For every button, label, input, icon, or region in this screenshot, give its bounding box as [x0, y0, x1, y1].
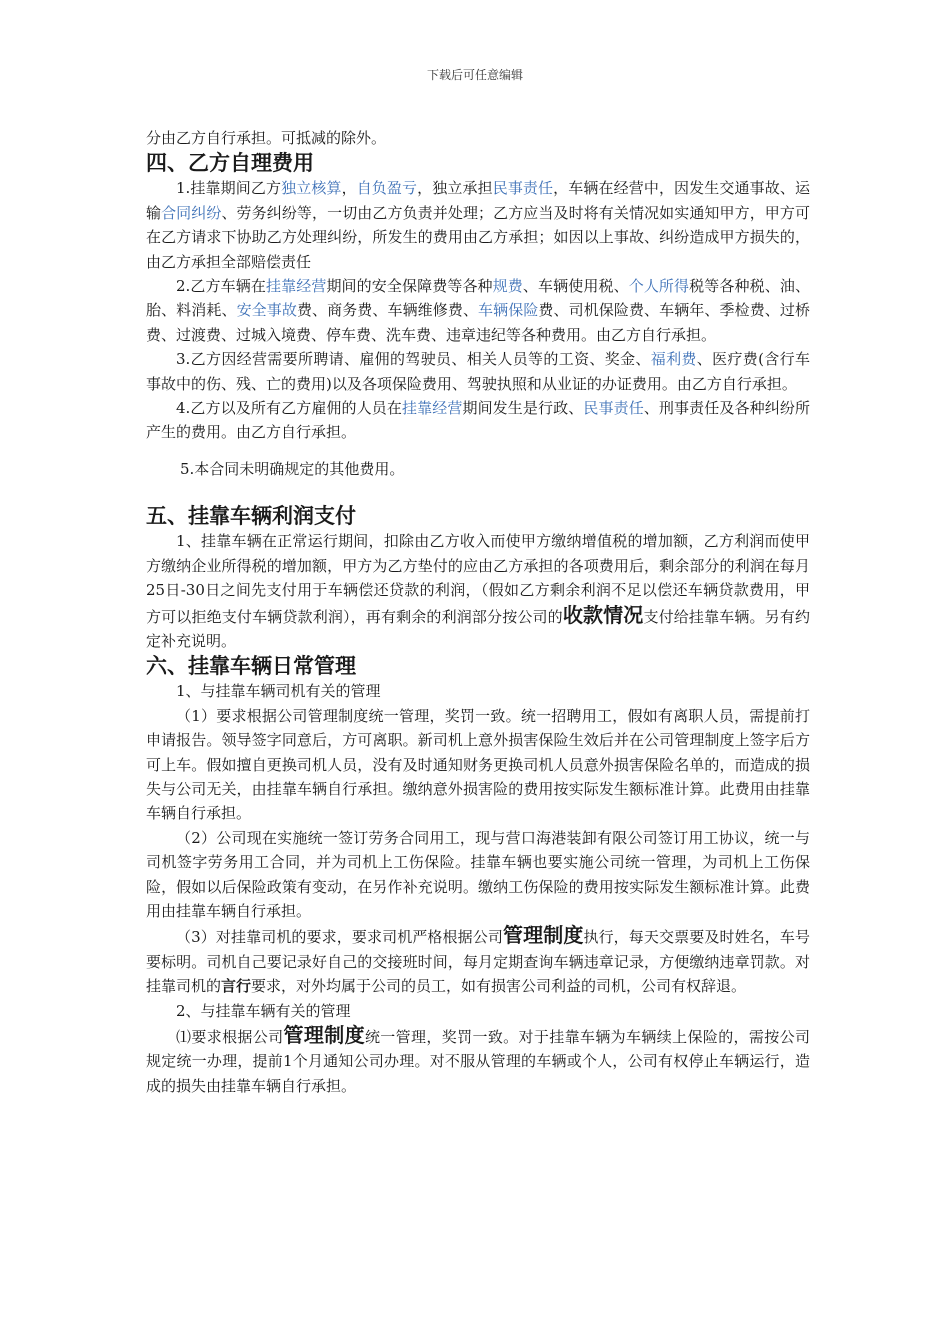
section-6-item-2-1: ⑴要求根据公司管理制度统一管理，奖罚一致。对于挂靠车辆为车辆续上保险的，需按公司规定统一办理，提前1个月通知公司办理。对不服从管理的车辆或个人，公司有权停止车辆运行，造成的损失由挂靠车辆自行承担。: [146, 1023, 810, 1095]
page-header: 下载后可任意编辑: [426, 68, 523, 82]
section-6-item-1-1: （1）要求根据公司管理制度统一管理，奖罚一致。统一招聘用工，假如有离职人员，需提前打申请报告。领导签字同意后，方可离职。新司机上意外损害保险生效后并在公司管理制度上签字后方可上车。假如擅自更换司机人员，没有及时通知财务更换司机人员意外损害保险名单的，而造成的损失与公司无关，由挂靠车辆自行承担。缴纳意外损害险的费用按实际发生额标准计算。此费用由挂靠车辆自行承担。: [146, 706, 810, 823]
link-personal-income[interactable]: 个人所得: [628, 277, 690, 296]
section-6-sub-2: 2、与挂靠车辆有关的管理: [176, 1001, 351, 1020]
link-affiliated-operation-2[interactable]: 挂靠经营: [402, 399, 463, 418]
section-4-item-3: 3.乙方因经营需要所聘请、雇佣的驾驶员、相关人员等的工资、奖金、福利费、医疗费(含行车事故中的伤、残、亡的费用)以及各项保险费用、驾驶执照和从业证的办证费用。由乙方自行承担。: [146, 350, 810, 393]
section-4-item-5: 5.本合同未明确规定的其他费用。: [180, 459, 405, 478]
section-4-item-2: 2.乙方车辆在挂靠经营期间的安全保障费等各种规费、车辆使用税、个人所得税等各种税、油、胎、料消耗、安全事故费、商务费、车辆维修费、车辆保险费、司机保险费、车辆年、季检费、过桥费、过渡费、过城入境费、停车费、洗车费、违章违纪等各种费用。由乙方自行承担。: [146, 277, 810, 344]
section-6-title: 六、挂靠车辆日常管理: [146, 654, 356, 679]
link-independent-accounting[interactable]: 独立核算: [281, 179, 342, 198]
section-4-item-1: 1.挂靠期间乙方独立核算，自负盈亏，独立承担民事责任，车辆在经营中，因发生交通事故、运输合同纠纷、劳务纠纷等，一切由乙方负责并处理；乙方应当及时将有关情况如实通知甲方，甲方可在乙方请求下协助乙方处理纠纷，所发生的费用由乙方承担；如因以上事故、纠纷造成甲方损失的，由乙方承担全部赔偿责任: [146, 179, 810, 271]
link-contract-dispute[interactable]: 合同纠纷: [161, 203, 222, 222]
link-vehicle-insurance[interactable]: 车辆保险: [478, 301, 539, 320]
section-4-title: 四、乙方自理费用: [146, 151, 314, 176]
management-system-term: 管理制度: [503, 923, 584, 948]
section-5-paragraph-1: 1、挂靠车辆在正常运行期间，扣除由乙方收入而使甲方缴纳增值税的增加额，乙方利润而使甲方缴纳企业所得税的增加额，甲方为乙方垫付的应由乙方承担的各项费用后，剩余部分的利润在每月25日-30日之间先支付用于车辆偿还贷款的利润，（假如乙方剩余利润不足以偿还车辆贷款费用，甲方可以拒绝支付车辆贷款利润），再有剩余的利润部分按公司的收款情况支付给挂靠车辆。另有约定补充说明。: [146, 532, 810, 650]
link-self-responsible[interactable]: 自负盈亏: [356, 179, 418, 198]
section-5-title: 五、挂靠车辆利润支付: [146, 504, 356, 529]
section-6-sub-1: 1、与挂靠车辆司机有关的管理: [176, 682, 381, 701]
management-system-term-2: 管理制度: [283, 1023, 365, 1047]
link-welfare-fee[interactable]: 福利费: [650, 350, 697, 369]
section-6-item-1-2: （2）公司现在实施统一签订劳务合同用工，现与营口海港装卸有限公司签订用工协议，统一与司机签字劳务用工合同，并为司机上工伤保险。挂靠车辆也要实施公司统一管理，为司机上工伤保险，假如以后保险政策有变动，在另作补充说明。缴纳工伤保险的费用按实际发生额标准计算。此费用由挂靠车辆自行承担。: [146, 828, 810, 920]
link-affiliated-operation[interactable]: 挂靠经营: [265, 277, 327, 296]
section-4-item-4: 4.乙方以及所有乙方雇佣的人员在挂靠经营期间发生是行政、民事责任、刑事责任及各种纠纷所产生的费用。由乙方自行承担。: [146, 399, 810, 442]
payment-status-term: 收款情况: [562, 602, 644, 627]
link-civil-liability[interactable]: 民事责任: [492, 179, 554, 198]
link-fees[interactable]: 规费: [492, 277, 523, 296]
conduct-term: 言行: [221, 977, 252, 996]
link-civil-liability-2[interactable]: 民事责任: [583, 399, 644, 418]
document-body: [146, 126, 810, 1098]
section-6-item-1-3: （3）对挂靠司机的要求，要求司机严格根据公司管理制度执行，每天交票要及时姓名，车号要标明。司机自己要记录好自己的交接班时间，每月定期查询车辆违章记录，方便缴纳违章罚款。对挂靠司机的言行要求，对外均属于公司的员工，如有损害公司利益的司机，公司有权辞退。: [146, 923, 811, 996]
link-safety-accident[interactable]: 安全事故: [236, 301, 297, 320]
continued-paragraph: 分由乙方自行承担。可抵减的除外。: [146, 129, 387, 147]
